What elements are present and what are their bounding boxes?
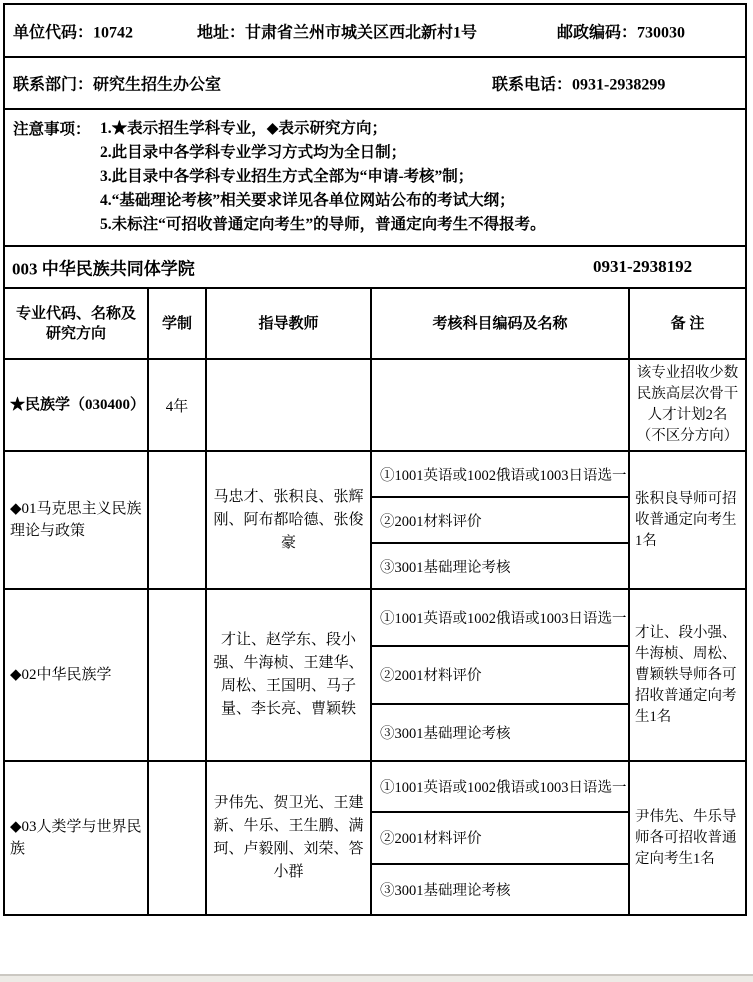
- subject-item: ①1001英语或1002俄语或1003日语选一: [372, 452, 628, 498]
- duration-cell: [149, 590, 207, 762]
- unit-info-row: [5, 5, 745, 58]
- subjects-cell: [372, 590, 630, 762]
- major-cell: ◆01马克思主义民族理论与政策: [5, 452, 149, 590]
- major-cell: ◆03人类学与世界民族: [5, 762, 149, 914]
- table-row: [5, 360, 745, 452]
- advisors-cell: 尹伟先、贺卫光、王建新、牛乐、王生鹏、满珂、卢毅刚、刘荣、答小群: [207, 762, 372, 914]
- remark-cell: 该专业招收少数民族高层次骨干人才计划2名（不区分方向）: [630, 360, 745, 452]
- notes-list: [100, 117, 546, 245]
- admissions-catalog-table: [3, 3, 747, 916]
- advisors-cell: [207, 360, 372, 452]
- note-item-1: 1.★表示招生学科专业，◆表示研究方向；: [100, 120, 388, 137]
- page-bottom-edge: [0, 974, 753, 982]
- table-header-row: [5, 289, 745, 360]
- subject-item: ③3001基础理论考核: [380, 725, 511, 742]
- major-cell: ◆02中华民族学: [5, 590, 149, 762]
- subjects-cell: [372, 360, 630, 452]
- duration-cell: 4年: [149, 360, 207, 452]
- notes-label: 注意事项：: [13, 121, 91, 138]
- unit-address: 地址：甘肃省兰州市城关区西北新村1号: [197, 24, 478, 41]
- duration-cell: [149, 762, 207, 914]
- subject-item: ②2001材料评价: [372, 647, 628, 704]
- note-item-2: 2.此目录中各学科专业学习方式均为全日制；: [100, 144, 407, 161]
- major-cell: ★民族学（030400）: [5, 360, 149, 452]
- header-subjects: 考核科目编码及名称: [372, 289, 630, 360]
- table-row: [5, 590, 745, 762]
- advisors-cell: 才让、赵学东、段小强、牛海桢、王建华、周松、王国明、马子量、李长亮、曹颖轶: [207, 590, 372, 762]
- remark-cell: 尹伟先、牛乐导师各可招收普通定向考生1名: [635, 808, 737, 867]
- subject-item: ①1001英语或1002俄语或1003日语选一: [372, 762, 628, 813]
- header-remark: 备 注: [630, 289, 745, 360]
- notes-row: [5, 110, 745, 247]
- subject-item: ②2001材料评价: [372, 813, 628, 864]
- header-major: 专业代码、名称及研究方向: [5, 289, 149, 360]
- subject-item: ③3001基础理论考核: [380, 559, 511, 576]
- subject-item: ②2001材料评价: [372, 498, 628, 544]
- contact-department: 联系部门：研究生招生办公室: [13, 76, 222, 94]
- header-duration: 学制: [149, 289, 207, 360]
- duration-cell: [149, 452, 207, 590]
- unit-postcode: 邮政编码：730030: [557, 24, 686, 41]
- college-phone: 0931-2938192: [593, 257, 693, 276]
- note-item-5: 5.未标注“可招收普通定向考生”的导师，普通定向考生不得报考。: [100, 216, 546, 233]
- college-code-title: 003 中华民族共同体学院: [12, 259, 195, 279]
- subject-item: ①1001英语或1002俄语或1003日语选一: [372, 590, 628, 647]
- note-item-3: 3.此目录中各学科专业招生方式全部为“申请-考核”制；: [100, 168, 474, 185]
- subjects-cell: [372, 452, 630, 590]
- subject-item: ③3001基础理论考核: [380, 882, 511, 899]
- remark-cell: 张积良导师可招收普通定向考生1名: [630, 452, 745, 590]
- header-advisors: 指导教师: [207, 289, 372, 360]
- college-section-row: [5, 247, 745, 289]
- note-item-4: 4.“基础理论考核”相关要求详见各单位网站公布的考试大纲；: [100, 192, 515, 209]
- remark-cell: 才让、段小强、牛海桢、周松、曹颖轶导师各可招收普通定向考生1名: [630, 590, 745, 762]
- contact-phone: 联系电话：0931-2938299: [492, 76, 666, 94]
- subjects-cell: [372, 762, 630, 914]
- contact-info-row: [5, 58, 745, 110]
- table-row: [5, 452, 745, 590]
- unit-code: 单位代码：10742: [13, 24, 134, 41]
- advisors-cell: 马忠才、张积良、张辉刚、阿布都哈德、张俊豪: [207, 452, 372, 590]
- table-row: [5, 762, 745, 914]
